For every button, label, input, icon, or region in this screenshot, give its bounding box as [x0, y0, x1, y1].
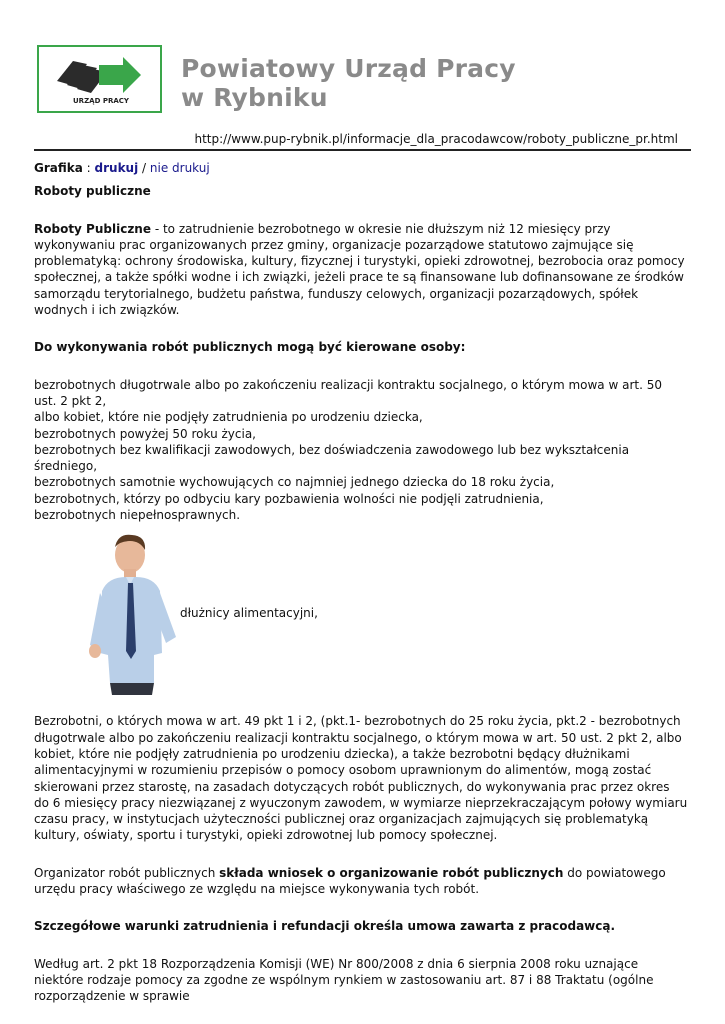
paragraph [34, 865, 688, 898]
grafika-label: Grafika [34, 161, 83, 175]
list-item: bezrobotnych powyżej 50 roku życia, [34, 426, 256, 441]
paragraph: Według art. 2 pkt 18 Rozporządzenia Komisji (WE) Nr 800/2008 z dnia 6 sierpnia 2008 roku uznające niektóre rodzaje pomocy za zgodne ze wspólnym rynkiem w zastosowaniu art. 87 i 88 Traktatu (ogólne rozporządzenie w sprawie [34, 956, 654, 1004]
who-list [34, 377, 688, 524]
logo [37, 45, 162, 113]
grafika-slash: / [138, 161, 150, 175]
intro-term: Roboty Publiczne [34, 221, 151, 236]
businessman-photo [82, 533, 188, 695]
no-print-link[interactable]: nie drukuj [149, 161, 210, 175]
org-name [181, 54, 516, 112]
list-item: albo kobiet, które nie podjęły zatrudnienia po urodzeniu dziecka, [34, 410, 423, 425]
para2-bold: składa wniosek o organizowanie robót publicznych [219, 865, 564, 880]
intro-text: - to zatrudnienie bezrobotnego w okresie nie dłuższym niż 12 miesięcy przy wykonywaniu prac organizowanych przez gminy, organizacje pozarządowe statutowo zajmujące się problematyką: ochrony środowiska, kultury, fizycznej i turystyki, opieki zdrowotnej, bezrobocia oraz pomocy społecznej, a także spółki wodne i ich związki, jeżeli prace te są finansowane lub dofinansowane ze środków samorządu terytorialnego, budżetu państwa, funduszy celowych, organizacji pozarządowych, spółek wodnych i ich związków. [34, 221, 685, 318]
intro-paragraph [34, 221, 688, 319]
list-item: bezrobotnych bez kwalifikacji zawodowych, bez doświadczenia zawodowego lub bez wykształcenia średniego, [34, 442, 630, 474]
who-heading: Do wykonywania robót publicznych mogą być kierowane osoby: [34, 340, 466, 355]
para2-post: do powiatowego urzędu pracy właściwego ze względu na miejsce wykonywania tych robót. [34, 865, 666, 897]
paragraph: Bezrobotni, o których mowa w art. 49 pkt 1 i 2, (pkt.1- bezrobotnych do 25 roku życia, pkt.2 - bezrobotnych długotrwale albo po zakończeniu realizacji kontraktu socjalnego, o którym mowa w art. 50 ust. 2 pkt 2, albo kobiet, które nie podjęły zatrudnienia po urodzeniu dziecka), a także bezrobotni będący dłużnikami alimentacyjnymi w rozumieniu przepisów o pomocy osobom uprawnionym do alimentów, mogą zostać skierowani przez starostę, na zasadach dotyczących robót publicznych, do wykonywania prac przez okres do 6 miesięcy pracy niezwiązanej z wyuczonym zawodem, w wymiarze nieprzekraczającym połowy wymiaru czasu pracy, w instytucjach użyteczności publicznej oraz organizacjach zajmujących się problematyką kultury, oświaty, sportu i turystyki, opieki zdrowotnej lub pomocy społecznej. [34, 714, 688, 843]
list-item: bezrobotnych niepełnosprawnych. [34, 508, 241, 523]
page-title: Roboty publiczne [34, 184, 151, 199]
org-name-line1: Powiatowy Urząd Pracy [181, 54, 516, 83]
logo-caption: URZĄD PRACY [73, 97, 129, 105]
article [34, 160, 688, 1005]
header-divider [34, 149, 691, 151]
print-link[interactable]: drukuj [94, 161, 139, 175]
para2-pre: Organizator robót publicznych [34, 865, 220, 880]
man-row [34, 533, 688, 698]
grafika-line [34, 160, 688, 176]
grafika-sep: : [82, 161, 95, 175]
org-name-line2: w Rybniku [181, 83, 328, 112]
paragraph-heading: Szczegółowe warunki zatrudnienia i refundacji określa umowa zawarta z pracodawcą. [34, 919, 616, 934]
list-item: bezrobotnych, którzy po odbyciu kary pozbawienia wolności nie podjęli zatrudnienia, [34, 491, 544, 506]
man-caption: dłużnicy alimentacyjni, [180, 606, 318, 621]
list-item: bezrobotnych długotrwale albo po zakończeniu realizacji kontraktu socjalnego, o którym mowa w art. 50 ust. 2 pkt 2, [34, 377, 662, 408]
list-item: bezrobotnych samotnie wychowujących co najmniej jednego dziecka do 18 roku życia, [34, 475, 555, 490]
page-url: http://www.pup-rybnik.pl/informacje_dla_pracodawcow/roboty_publiczne_pr.html [194, 132, 678, 146]
